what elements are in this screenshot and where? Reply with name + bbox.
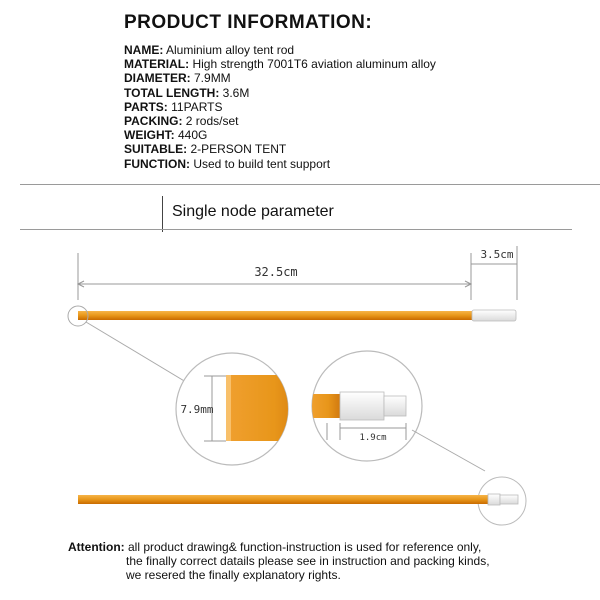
info-label: FUNCTION:	[124, 156, 190, 171]
info-label: TOTAL LENGTH:	[124, 85, 220, 100]
info-value: 3.6M	[219, 85, 250, 100]
info-label: PARTS:	[124, 99, 168, 114]
info-value: 440G	[174, 128, 208, 143]
attention-line-3: we resered the finally explanatory rights.	[126, 568, 341, 582]
info-row-parts	[124, 100, 436, 114]
length-label: 32.5cm	[254, 265, 298, 279]
info-row-packing	[124, 114, 436, 128]
info-row-material	[124, 57, 436, 71]
rod-segment-bottom	[78, 494, 518, 505]
joint-label: 3.5cm	[480, 248, 514, 261]
section-marker	[162, 196, 163, 232]
rod-diagram	[0, 240, 600, 540]
callout-leader	[86, 322, 186, 382]
diameter-detail	[176, 353, 306, 465]
info-value: Aluminium alloy tent rod	[163, 43, 295, 57]
divider-top	[20, 184, 600, 185]
info-value: 11PARTS	[167, 99, 223, 114]
joint-dimension	[471, 246, 517, 300]
info-label: DIAMETER:	[124, 71, 191, 86]
section-title: Single node parameter	[172, 203, 334, 220]
attention-line-1: all product drawing& function-instruction is used for reference only,	[124, 540, 482, 554]
callout-leader-right	[412, 430, 485, 471]
info-row-function	[124, 157, 436, 171]
info-label: SUITABLE:	[124, 142, 188, 157]
info-value: Used to build tent support	[190, 156, 331, 171]
diameter-label: 7.9mm	[180, 403, 214, 416]
info-label: NAME:	[124, 43, 164, 57]
product-info-list	[124, 43, 436, 171]
info-value: High strength 7001T6 aviation aluminum alloy	[189, 57, 436, 72]
divider-bottom	[20, 229, 572, 230]
info-row-diameter	[124, 71, 436, 85]
insert-label: 1.9cm	[359, 433, 387, 443]
info-label: MATERIAL:	[124, 57, 190, 72]
attention-line-2: the finally correct datails please see in instruction and packing kinds,	[126, 554, 490, 568]
info-value: 2 rods/set	[182, 114, 239, 129]
info-value: 2-PERSON TENT	[187, 142, 287, 157]
attention-note	[68, 540, 490, 582]
info-row-suitable	[124, 142, 436, 156]
info-row-name	[124, 43, 436, 57]
info-label: PACKING:	[124, 114, 183, 129]
info-row-weight	[124, 128, 436, 142]
info-label: WEIGHT:	[124, 128, 175, 143]
insert-detail	[310, 351, 422, 461]
info-row-total-length	[124, 86, 436, 100]
product-info-title: PRODUCT INFORMATION:	[124, 12, 373, 33]
rod-segment-top	[78, 310, 516, 321]
attention-label: Attention:	[68, 540, 125, 554]
length-dimension	[78, 253, 471, 300]
info-value: 7.9MM	[190, 71, 231, 86]
